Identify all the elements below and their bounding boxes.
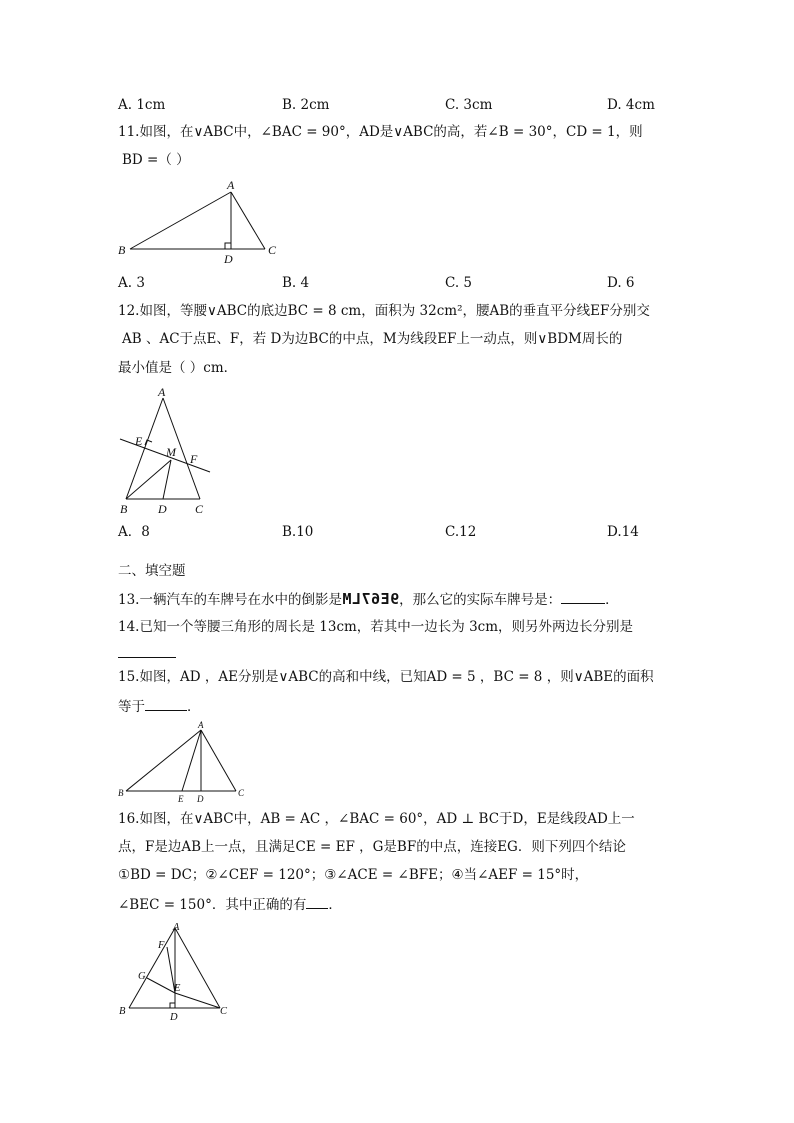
q16-answer-blank[interactable]: [306, 894, 328, 909]
q12-label-m: M: [166, 445, 176, 459]
q15-end: ．: [187, 699, 201, 715]
q13-end: ．: [605, 592, 619, 608]
q11-label-c: C: [268, 243, 277, 257]
q15-answer-blank[interactable]: [145, 696, 187, 711]
q16-end: ．: [328, 897, 342, 913]
q15-label-a: A: [198, 720, 204, 730]
q16-label-g: G: [138, 971, 146, 982]
q16-text-line4: [118, 894, 342, 914]
q12-option-d: D.14: [607, 524, 639, 540]
q16-label-b: B: [119, 1006, 126, 1017]
q15-text-line1: 15.如图，AD ，AE分别是∨ABC的高和中线，已知AD = 5 ，BC = 8 ，则∨ABE的面积: [118, 669, 654, 685]
q16-text-line3: ①BD = DC；②∠CEF = 120°；③∠ACE = ∠BFE；④当∠AEF = 15°时，: [118, 867, 589, 883]
q16-prefix: ∠BEC = 150°．其中正确的有: [118, 897, 307, 913]
q16-text-line2: 点，F是边AB上一点，且满足CE = EF ，G是BF的中点，连接EG．则下列四个结论: [118, 839, 626, 855]
q15-prefix: 等于: [118, 699, 145, 715]
q12-label-e: E: [135, 434, 143, 448]
q12-label-c: C: [195, 502, 204, 516]
q16-text-line1: 16.如图，在∨ABC中，AB = AC ，∠BAC = 60°，AD ⊥ BC于D，E是线段AD上一: [118, 811, 635, 827]
q11-option-c: C. 5: [445, 275, 473, 291]
q11-text-line1: 11.如图，在∨ABC中，∠BAC = 90°，AD是∨ABC的高，若∠B = 30°，CD = 1，则: [118, 124, 643, 140]
q12-text-line1: 12.如图，等腰∨ABC的底边BC = 8 cm，面积为 32cm²，腰AB的垂直平分线EF分别交: [118, 303, 650, 319]
section-heading: 二、填空题: [118, 563, 186, 579]
q11-label-d: D: [224, 252, 233, 266]
q14-answer-blank[interactable]: [118, 643, 176, 658]
q16-label-a: A: [173, 922, 180, 933]
q10-option-a: A. 1cm: [118, 97, 166, 113]
q15-label-b: B: [118, 788, 124, 798]
q16-label-f: F: [158, 940, 165, 951]
q10-option-b: B. 2cm: [282, 97, 330, 113]
q11-option-d: D. 6: [607, 275, 635, 291]
q16-label-e: E: [174, 983, 181, 994]
q13-prefix: 13.一辆汽车的车牌号在水中的倒影是: [118, 592, 342, 608]
q11-option-b: B. 4: [282, 275, 310, 291]
q12-option-c: C.12: [445, 524, 477, 540]
q16-label-d: D: [170, 1012, 178, 1023]
q15-label-e: E: [178, 794, 184, 804]
q11-text-line2: BD =（ ）: [122, 152, 190, 168]
q14-text-line1: 14.已知一个等腰三角形的周长是 13cm，若其中一边长为 3cm，则另外两边长分别是: [118, 619, 634, 635]
q13-mirror-plate: 9E67LM: [341, 590, 400, 608]
q11-figure: [110, 175, 290, 267]
q15-label-c: C: [238, 788, 245, 798]
q12-label-b: B: [120, 502, 128, 516]
q13-suffix: ，那么它的实际车牌号是：: [399, 592, 562, 608]
q12-figure: [110, 386, 220, 516]
q16-figure: [112, 918, 242, 1024]
q12-option-a: A．8: [118, 524, 150, 540]
q11-label-b: B: [118, 243, 126, 257]
q13-text: [118, 589, 619, 609]
q15-label-d: D: [197, 794, 204, 804]
q12-label-d: D: [158, 502, 167, 516]
q12-option-b: B.10: [282, 524, 314, 540]
q13-answer-blank[interactable]: [561, 589, 605, 604]
q15-text-line2: [118, 696, 201, 716]
q12-label-a: A: [158, 386, 166, 399]
q10-option-d: D. 4cm: [607, 97, 655, 113]
q15-figure: [112, 718, 252, 806]
q11-label-a: A: [227, 178, 235, 192]
q16-label-c: C: [220, 1006, 228, 1017]
q10-option-c: C. 3cm: [445, 97, 493, 113]
q12-label-f: F: [190, 452, 198, 466]
q12-text-line2: AB 、AC于点E、F，若 D为边BC的中点，M为线段EF上一动点，则∨BDM周长的: [122, 331, 623, 347]
q12-text-line3: 最小值是（ ）cm．: [118, 360, 238, 376]
q11-option-a: A. 3: [118, 275, 145, 291]
